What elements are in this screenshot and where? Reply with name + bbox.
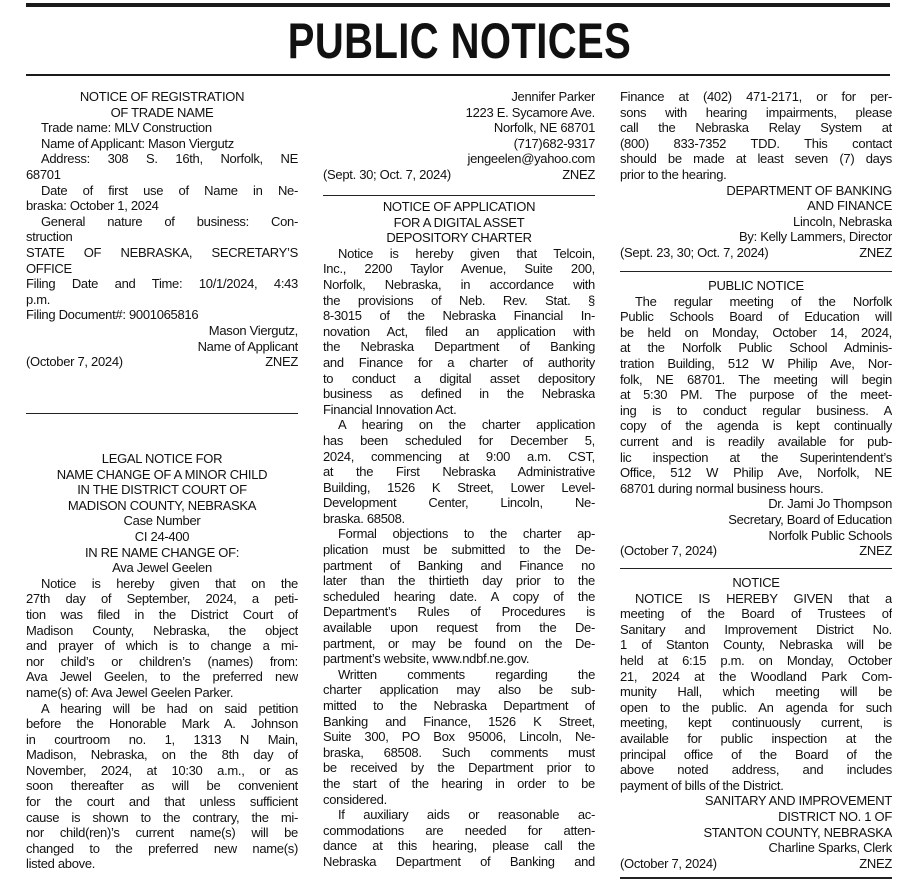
publication-dates-line: [323, 167, 595, 183]
text-line: Nebraska Department of Banking and: [323, 853, 595, 869]
text-line: Date of first use of Name in Ne-: [41, 182, 298, 198]
text-line: munity Hall, which meeting will be: [620, 684, 892, 700]
text-line: meeting, kept continuously current, is: [620, 715, 892, 731]
text-line: 2024, commencing at 9:00 a.m. CST,: [323, 448, 595, 464]
text-line: the Nebraska Department of Banking: [323, 339, 595, 355]
notice-heading-line: Case Number: [123, 513, 201, 529]
text-line: to conduct a digital asset depository: [323, 370, 595, 386]
text-line: charter application may also be sub-: [323, 682, 595, 698]
text-line: Filing Document#: 9001065816: [26, 307, 199, 323]
signature-line: Lincoln, Nebraska: [793, 213, 892, 229]
text-line: be received by the Department prior to: [323, 760, 595, 776]
text-line: in courtroom no. 1, 1313 N Main,: [26, 731, 298, 747]
publication-dates-line: [620, 245, 892, 261]
signature-line: Dr. Jami Jo Thompson: [768, 496, 892, 512]
text-line: Building, 1526 K Street, Lower Level-: [323, 479, 595, 495]
text-line: Development Center, Lincoln, Ne-: [323, 495, 595, 511]
title-rule: [26, 74, 890, 76]
divider: [620, 877, 892, 879]
notice-continued-name-change-signature: [323, 89, 595, 183]
text-line: principal office of the Board of the: [620, 746, 892, 762]
text-line: copy of the agenda is kept continually: [620, 418, 892, 434]
text-line: for the court and that unless sufficient: [26, 794, 298, 810]
text-line: and Finance for a charter of authority: [323, 354, 595, 370]
publication-code: ZNEZ: [859, 855, 892, 871]
signature-line: Norfolk Public Schools: [768, 527, 892, 543]
signature-line: By: Kelly Lammers, Director: [739, 229, 892, 245]
text-line: scheduled hearing date. A copy of the: [323, 588, 595, 604]
text-line: considered.: [323, 791, 387, 807]
text-line: cause is shown to the contrary, the mi-: [26, 809, 298, 825]
notice-heading-line: LEGAL NOTICE FOR: [101, 451, 223, 466]
signature-line: Secretary, Board of Education: [728, 511, 892, 527]
publication-dates: (Sept. 23, 30; Oct. 7, 2024): [620, 244, 769, 260]
text-line: business as defined in the Nebraska: [323, 386, 595, 402]
text-line: ing is to conduct regular business. A: [620, 402, 892, 418]
publication-dates: (October 7, 2024): [620, 855, 717, 871]
text-line: mitted to the Nebraska Department of: [323, 698, 595, 713]
text-line: should be made at least seven (7) days: [620, 151, 892, 167]
text-line: p.m.: [26, 291, 51, 307]
text-line: 8-3015 of the Nebraska Financial In-: [323, 308, 595, 324]
notice-heading-line: NOTICE OF APPLICATION: [382, 199, 536, 214]
text-line: Office, 512 W Philip Ave, Norfolk, NE: [620, 465, 892, 481]
text-line: partment’s website, www.ndbf.ne.gov.: [323, 651, 530, 667]
publication-dates: (Sept. 30; Oct. 7, 2024): [323, 166, 451, 182]
text-line: (800) 833-7352 TDD. This contact: [620, 135, 892, 151]
text-line: braska. 68508.: [323, 510, 405, 526]
text-line: plication must be submitted to the De-: [323, 542, 595, 558]
notice-heading-line: CI 24-400: [134, 528, 190, 544]
text-line: held at 6:15 p.m. on Monday, October: [620, 652, 892, 668]
text-line: Notice is hereby given that on the: [41, 575, 298, 591]
text-line: available for public inspection at the: [620, 730, 892, 746]
notice-heading-line: IN THE DISTRICT COURT OF: [77, 482, 247, 498]
notice-heading-line: MADISON COUNTY, NEBRASKA: [67, 497, 257, 513]
text-line: dance at this hearing, please call the: [323, 838, 595, 854]
text-line: struction: [26, 229, 73, 245]
divider: [323, 195, 595, 196]
text-line: The regular meeting of the Norfolk: [635, 293, 892, 309]
notice-digital-asset-charter: [323, 199, 595, 870]
text-line: Financial Innovation Act.: [323, 401, 457, 417]
text-line: Written comments regarding the: [338, 666, 595, 682]
text-line: nor child’s or children’s (names) from:: [26, 653, 298, 669]
text-line: and prayer of which is to change a mi-: [26, 638, 298, 654]
text-line: commodations are needed for atten-: [323, 822, 595, 838]
text-line: Trade name: MLV Construction: [41, 120, 212, 136]
text-line: name(s) of: Ava Jewel Geelen Parker.: [26, 684, 234, 700]
text-line: partment, or may be found on the De-: [323, 635, 595, 651]
text-line: soon thereafter as will be convenient: [26, 778, 298, 794]
text-line: tration Building, 512 W Philip Ave, Nor-: [620, 355, 892, 371]
text-line: 21, 2024 at the Woodland Park Com-: [620, 668, 892, 684]
text-line: Sanitary and Improvement District No.: [620, 621, 892, 637]
publication-code: ZNEZ: [265, 354, 298, 370]
signature-line: Jennifer Parker: [511, 89, 595, 104]
text-line: Address: 308 S. 16th, Norfolk, NE: [41, 151, 298, 167]
text-line: NOTICE IS HEREBY GIVEN that a: [635, 590, 892, 606]
text-line: Department’s Rules of Procedures is: [323, 604, 595, 620]
signature-line: SANITARY AND IMPROVEMENT: [704, 793, 892, 809]
divider: [620, 568, 892, 569]
notice-minor-name-change: [26, 451, 298, 872]
text-line: folk, NE 68701. The meeting will begin: [620, 371, 892, 387]
text-line: STATE OF NEBRASKA, SECRETARY’S: [26, 244, 298, 260]
top-rule: [26, 3, 890, 7]
text-line: Banking and Finance, 1526 K Street,: [323, 713, 595, 729]
text-line: 27th day of September, 2024, a peti-: [26, 591, 298, 607]
text-line: Norfolk, Nebraska, in accordance with: [323, 276, 595, 292]
signature-line: AND FINANCE: [807, 198, 892, 214]
text-line: partment of Banking and Finance no: [323, 557, 595, 573]
text-line: above noted address, and includes: [620, 762, 892, 778]
signature-line: Charline Sparks, Clerk: [768, 840, 892, 856]
notice-heading-line: NOTICE OF REGISTRATION: [79, 89, 245, 104]
notice-school-board-meeting: [620, 278, 892, 559]
signature-line: (717)682-9317: [513, 135, 595, 151]
text-line: sons with hearing impairments, please: [620, 104, 892, 120]
text-line: If auxiliary aids or reasonable ac-: [338, 807, 595, 823]
text-line: at 5:30 PM. The purpose of the meet-: [620, 387, 892, 403]
publication-dates-line: [620, 856, 892, 872]
publication-dates-line: [620, 543, 892, 559]
signature-line: Norfolk, NE 68701: [493, 120, 595, 136]
text-line: OFFICE: [26, 260, 72, 276]
text-line: Filing Date and Time: 10/1/2024, 4:43: [26, 276, 298, 292]
text-line: before the Honorable Mark A. Johnson: [26, 716, 298, 732]
notice-heading-line: IN RE NAME CHANGE OF:: [84, 544, 240, 560]
text-line: lic inspection at the Superintendent’s: [620, 449, 892, 465]
signature-line: jengeelen@yahoo.com: [467, 151, 595, 167]
divider: [620, 271, 892, 272]
text-line: changed to the preferred new name(s): [26, 840, 298, 856]
notice-heading-line: DEPOSITORY CHARTER: [386, 230, 532, 246]
signature-line: STANTON COUNTY, NEBRASKA: [703, 824, 892, 840]
divider: [26, 413, 298, 414]
text-line: Finance at (402) 471-2171, or for per-: [620, 89, 892, 104]
text-line: Madison, Nebraska, on the 8th day of: [26, 747, 298, 763]
text-line: Madison County, Nebraska, the object: [26, 622, 298, 638]
notice-heading-line: NAME CHANGE OF A MINOR CHILD: [56, 466, 268, 482]
text-line: at the Norfolk Public School Adminis-: [620, 340, 892, 356]
text-line: prior to the hearing.: [620, 166, 727, 182]
notice-heading-line: PUBLIC NOTICE: [708, 278, 804, 293]
text-line: available upon request from the De-: [323, 620, 595, 636]
text-line: 68701: [26, 166, 61, 182]
text-line: A hearing will be had on said petition: [41, 700, 298, 716]
notice-heading-line: Ava Jewel Geelen: [112, 560, 212, 576]
text-line: nor child(ren)’s current name(s) will be: [26, 825, 298, 841]
text-line: A hearing on the charter application: [338, 417, 595, 433]
text-line: November, 2024, at 10:30 a.m., or as: [26, 762, 298, 778]
publication-dates-line: [26, 354, 298, 370]
text-line: meeting of the Board of Trustees of: [620, 606, 892, 622]
text-line: 68701 during normal business hours.: [620, 480, 824, 496]
text-line: Ava Jewel Geelen, to the preferred new: [26, 669, 298, 685]
notice-sanitary-district-meeting: [620, 575, 892, 871]
text-line: at the First Nebraska Administrative: [323, 464, 595, 480]
text-line: later than the thirtieth day prior to the: [323, 573, 595, 589]
text-line: novation Act, filed an application with: [323, 323, 595, 339]
text-line: Name of Applicant: Mason Viergutz: [41, 135, 234, 151]
text-line: tion was filed in the District Court of: [26, 606, 298, 622]
signature-line: Mason Viergutz,: [208, 322, 298, 338]
text-line: listed above.: [26, 856, 96, 872]
notice-heading-line: NOTICE: [732, 575, 780, 590]
text-line: Suite 300, PO Box 95006, Lincoln, Ne-: [323, 729, 595, 745]
publication-dates: (October 7, 2024): [620, 543, 717, 559]
notice-heading-line: OF TRADE NAME: [110, 104, 214, 120]
notice-heading-line: FOR A DIGITAL ASSET: [393, 214, 525, 230]
text-line: Formal objections to the charter ap-: [338, 526, 595, 542]
text-line: be held on Monday, October 14, 2024,: [620, 324, 892, 340]
text-line: the provisions of Neb. Rev. Stat. §: [323, 292, 595, 308]
text-line: Public Schools Board of Education will: [620, 309, 892, 325]
signature-line: DISTRICT NO. 1 OF: [778, 808, 892, 824]
text-line: Notice is hereby given that Telcoin,: [338, 245, 595, 261]
text-line: call the Nebraska Relay System at: [620, 120, 892, 136]
publication-dates: (October 7, 2024): [26, 354, 123, 370]
notice-digital-asset-charter-continued: [620, 89, 892, 261]
text-line: the start of the hearing in order to be: [323, 775, 595, 791]
text-line: General nature of business: Con-: [41, 213, 298, 229]
signature-line: Name of Applicant: [197, 338, 298, 354]
signature-line: DEPARTMENT OF BANKING: [726, 182, 892, 198]
publication-code: ZNEZ: [859, 543, 892, 559]
text-line: open to the public. An agenda for such: [620, 699, 892, 715]
publication-code: ZNEZ: [859, 244, 892, 260]
text-line: braska: October 1, 2024: [26, 198, 159, 214]
page-title: PUBLIC NOTICES: [287, 13, 632, 69]
signature-line: 1223 E. Sycamore Ave.: [465, 104, 595, 120]
text-line: Inc., 2200 Taylor Avenue, Suite 200,: [323, 261, 595, 277]
text-line: payment of bills of the District.: [620, 777, 784, 793]
text-line: current and is readily available for pub-: [620, 433, 892, 449]
text-line: braska, 68508. Such comments must: [323, 744, 595, 760]
publication-code: ZNEZ: [562, 166, 595, 182]
text-line: 1 of Stanton County, Nebraska will be: [620, 637, 892, 653]
notice-trade-name-registration: [26, 89, 298, 370]
text-line: has been scheduled for December 5,: [323, 432, 595, 448]
